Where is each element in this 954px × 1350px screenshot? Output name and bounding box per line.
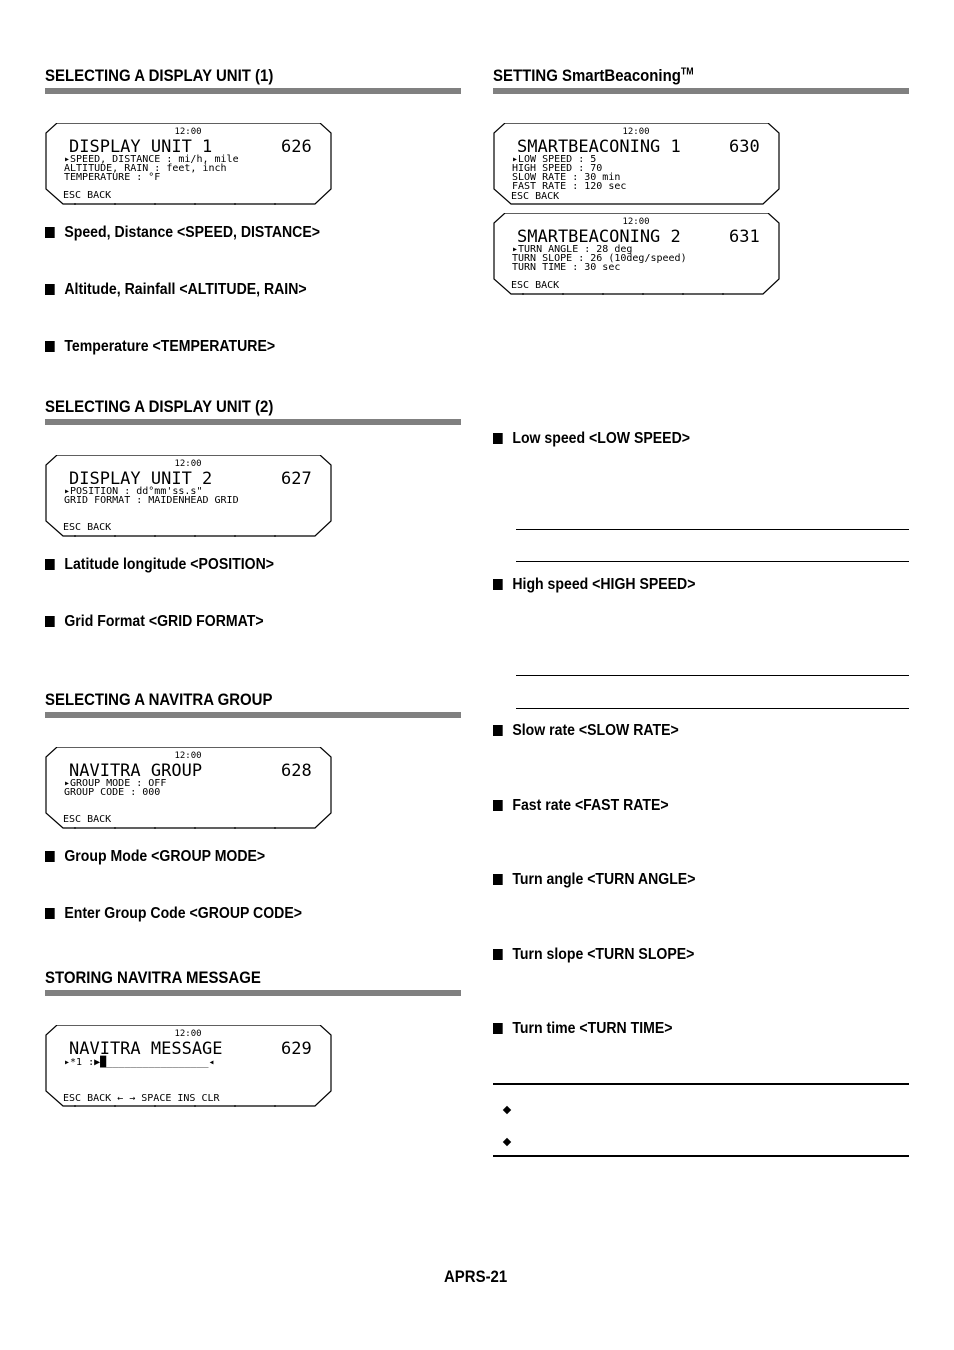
lcd-navitra-group: [45, 747, 332, 829]
lcd-line: ▸LOW SPEED : 5: [512, 154, 597, 165]
lcd-line: TEMPERATURE : °F: [64, 172, 161, 183]
lcd-clock: 12:00: [174, 459, 202, 469]
lcd-softkey-label: ESC BACK: [63, 190, 112, 201]
bullet-square-icon: [45, 559, 55, 570]
section-title-display-unit-1: SELECTING A DISPLAY UNIT (1): [45, 66, 274, 85]
list-item: High speed <HIGH SPEED>: [493, 576, 695, 594]
list-item: Fast rate <FAST RATE>: [493, 797, 669, 815]
section-rule: [45, 419, 461, 425]
list-item: Temperature <TEMPERATURE>: [45, 338, 275, 356]
lcd-title: DISPLAY UNIT 2: [69, 469, 213, 489]
lcd-line: TURN SLOPE : 26 (10deg/speed): [512, 253, 687, 264]
lcd-line: HIGH SPEED : 70: [512, 163, 603, 174]
page-number: APRS-21: [444, 1267, 508, 1286]
lcd-title: SMARTBEACONING 1: [517, 137, 681, 157]
list-item: Group Mode <GROUP MODE>: [45, 848, 265, 866]
lcd-navitra-message: [45, 1025, 332, 1107]
bullet-square-icon: [493, 1023, 503, 1034]
bullet-square-icon: [45, 227, 55, 238]
lcd-menu-number: 631: [729, 227, 760, 247]
lcd-display-unit-1: [45, 123, 332, 205]
lcd-softkey-label: ESC BACK: [63, 814, 112, 825]
lcd-menu-number: 629: [281, 1039, 312, 1059]
bullet-square-icon: [493, 433, 503, 444]
section-title-navitra-group: SELECTING A NAVITRA GROUP: [45, 690, 273, 709]
lcd-line: ▸*1 :▶█_________________◂: [64, 1057, 215, 1068]
list-item: Turn angle <TURN ANGLE>: [493, 871, 695, 889]
lcd-line: ▸SPEED, DISTANCE : mi/h, mile: [64, 154, 239, 165]
bullet-square-icon: [45, 341, 55, 352]
table-rule: [516, 529, 909, 530]
lcd-menu-number: 630: [729, 137, 760, 157]
bullet-square-icon: [493, 579, 503, 590]
list-item: Altitude, Rainfall <ALTITUDE, RAIN>: [45, 281, 307, 299]
lcd-line: ▸TURN ANGLE : 28 deg: [512, 244, 633, 255]
section-rule: [45, 990, 461, 996]
bullet-square-icon: [493, 725, 503, 736]
lcd-line: FAST RATE : 120 sec: [512, 181, 627, 192]
lcd-line: SLOW RATE : 30 min: [512, 172, 621, 183]
section-rule: [45, 712, 461, 718]
diamond-bullet-icon: [503, 1138, 511, 1146]
lcd-title: SMARTBEACONING 2: [517, 227, 681, 247]
bullet-square-icon: [45, 284, 55, 295]
bullet-square-icon: [493, 949, 503, 960]
list-item: Grid Format <GRID FORMAT>: [45, 613, 264, 631]
lcd-menu-number: 627: [281, 469, 312, 489]
list-item: Latitude longitude <POSITION>: [45, 556, 274, 574]
table-rule: [516, 675, 909, 676]
lcd-menu-number: 628: [281, 761, 312, 781]
lcd-clock: 12:00: [174, 127, 202, 137]
section-title-navitra-message: STORING NAVITRA MESSAGE: [45, 968, 261, 987]
list-item: Turn time <TURN TIME>: [493, 1020, 672, 1038]
lcd-line: GROUP CODE : 000: [64, 787, 161, 798]
lcd-title: NAVITRA GROUP: [69, 761, 203, 781]
table-rule: [516, 561, 909, 562]
list-item: Speed, Distance <SPEED, DISTANCE>: [45, 224, 320, 242]
section-rule: [45, 88, 461, 94]
bullet-square-icon: [493, 800, 503, 811]
lcd-softkey-label: ESC BACK ← → SPACE INS CLR: [63, 1093, 220, 1104]
lcd-title: NAVITRA MESSAGE: [69, 1039, 223, 1059]
lcd-line: ▸POSITION : dd°mm'ss.s": [64, 486, 203, 497]
lcd-line: ▸GROUP MODE : OFF: [64, 778, 167, 789]
note-rule-top: [493, 1083, 909, 1085]
lcd-smartbeaconing-1: [493, 123, 780, 205]
lcd-softkey-label: ESC BACK: [63, 522, 112, 533]
lcd-softkey-label: ESC BACK: [511, 191, 560, 202]
note-rule-bottom: [493, 1155, 909, 1157]
list-item: Slow rate <SLOW RATE>: [493, 722, 679, 740]
section-rule: [493, 88, 909, 94]
lcd-line: ALTITUDE, RAIN : feet, inch: [64, 163, 227, 174]
section-title-smartbeaconing: SETTING SmartBeaconing™: [493, 66, 694, 85]
lcd-softkey-label: ESC BACK: [511, 280, 560, 291]
lcd-line: TURN TIME : 30 sec: [512, 262, 621, 273]
bullet-square-icon: [45, 908, 55, 919]
lcd-title: DISPLAY UNIT 1: [69, 137, 213, 157]
table-rule: [516, 708, 909, 709]
bullet-square-icon: [45, 616, 55, 627]
bullet-square-icon: [493, 874, 503, 885]
lcd-menu-number: 626: [281, 137, 312, 157]
bullet-square-icon: [45, 851, 55, 862]
lcd-clock: 12:00: [174, 1029, 202, 1039]
list-item: Turn slope <TURN SLOPE>: [493, 946, 694, 964]
lcd-clock: 12:00: [622, 217, 650, 227]
diamond-bullet-icon: [503, 1106, 511, 1114]
lcd-line: GRID FORMAT : MAIDENHEAD GRID: [64, 495, 239, 506]
list-item: Low speed <LOW SPEED>: [493, 430, 690, 448]
lcd-smartbeaconing-2: [493, 213, 780, 295]
section-title-display-unit-2: SELECTING A DISPLAY UNIT (2): [45, 397, 274, 416]
list-item: Enter Group Code <GROUP CODE>: [45, 905, 302, 923]
lcd-clock: 12:00: [174, 751, 202, 761]
lcd-clock: 12:00: [622, 127, 650, 137]
lcd-display-unit-2: [45, 455, 332, 537]
